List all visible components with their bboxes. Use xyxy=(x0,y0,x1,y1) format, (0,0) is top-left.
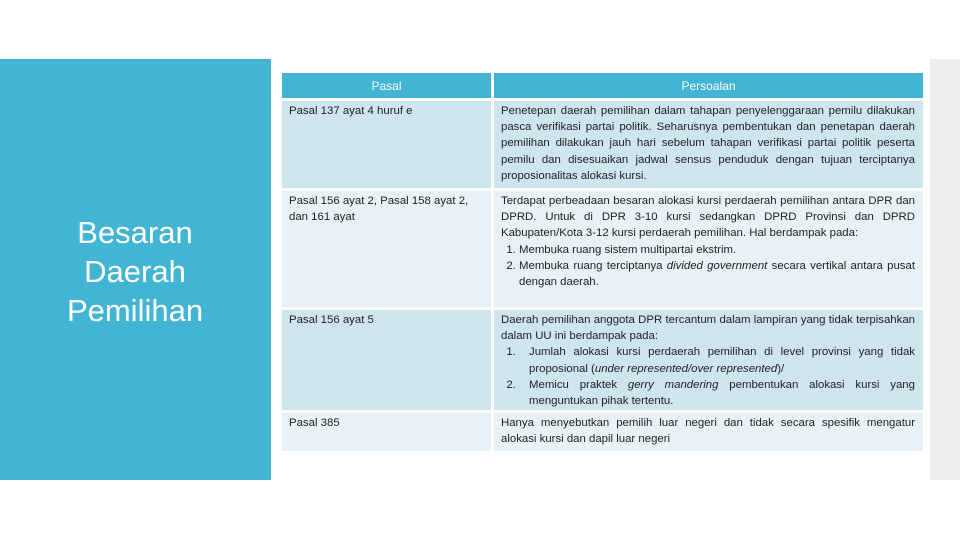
list-item-post: pembentukan alokasi kursi yang menguntukan pihak tertentu. xyxy=(529,378,915,408)
persoalan-text: Terdapat perbeadaan besaran alokasi kursi perdaerah pemilihan antara DPR dan DPRD. Untuk di DPR 3-10 kursi sedangkan DPRD Provinsi dan DPRD Kabupaten/Kota 3-12 kursi perdaerah pemilihan. Hal berdampak pada: xyxy=(501,195,915,240)
list-item-pre: Memicu praktek xyxy=(529,378,628,391)
list-item-emphasis: gerry mandering xyxy=(627,378,719,391)
persoalan-cell xyxy=(494,191,923,307)
persoalan-cell xyxy=(494,101,923,188)
pasal-cell: Pasal 137 ayat 4 huruf e xyxy=(282,101,491,188)
impact-list xyxy=(501,242,915,291)
table-row xyxy=(282,413,923,451)
list-item-post: secara vertikal antara pusat dengan daerah. xyxy=(519,259,915,289)
list-item-pre: Jumlah alokasi kursi perdaerah pemilihan di level provinsi yang tidak proposional ( xyxy=(529,346,915,375)
table-row xyxy=(282,101,923,188)
side-strip xyxy=(930,59,960,480)
persoalan-text: Hanya menyebutkan pemilih luar negeri dan tidak secara spesifik mengatur alokasi kursi dan dapil luar negeri xyxy=(501,417,915,446)
pasal-cell: Pasal 156 ayat 5 xyxy=(282,310,491,410)
list-item-post: )/ xyxy=(777,362,785,375)
persoalan-cell xyxy=(494,413,923,451)
table-row xyxy=(282,191,923,307)
list-item-text: Membuka ruang sistem multipartai ekstrim. xyxy=(519,243,737,256)
list-item-pre: Membuka ruang terciptanya xyxy=(519,259,667,272)
title-panel xyxy=(0,59,271,480)
list-item xyxy=(519,242,915,258)
slide-title: Besaran Daerah Pemilihan xyxy=(66,215,204,328)
persoalan-text: Penetepan daerah pemilihan dalam tahapan penyelenggaraan pemilu dilakukan pasca verifikasi partai politik. Seharusnya pembentukan dan penetapan daerah pemilihan dilakukan jauh hari sebelum tahapan verifikasi partai politik peserta pemilu dan disesuaikan jadwal sensus penduduk dengan tujuan terciptanya proposionalitas alokasi kursi. xyxy=(501,105,915,182)
list-item xyxy=(519,258,915,290)
list-item xyxy=(519,344,915,376)
persoalan-text: Daerah pemilihan anggota DPR tercantum dalam lampiran yang tidak terpisahkan dalam UU ini berdampak pada: xyxy=(501,314,915,343)
header-persoalan: Persoalan xyxy=(494,73,923,98)
list-item-emphasis: under represented/over represented xyxy=(594,362,778,375)
persoalan-cell xyxy=(494,310,923,410)
impact-list xyxy=(501,344,915,409)
header-pasal: Pasal xyxy=(282,73,491,98)
table-header-row xyxy=(282,73,923,98)
list-item-emphasis: divided government xyxy=(666,259,768,272)
pasal-cell: Pasal 385 xyxy=(282,413,491,451)
issues-table xyxy=(279,70,926,454)
pasal-cell: Pasal 156 ayat 2, Pasal 158 ayat 2, dan 161 ayat xyxy=(282,191,491,307)
table-row xyxy=(282,310,923,410)
list-item xyxy=(519,377,915,409)
